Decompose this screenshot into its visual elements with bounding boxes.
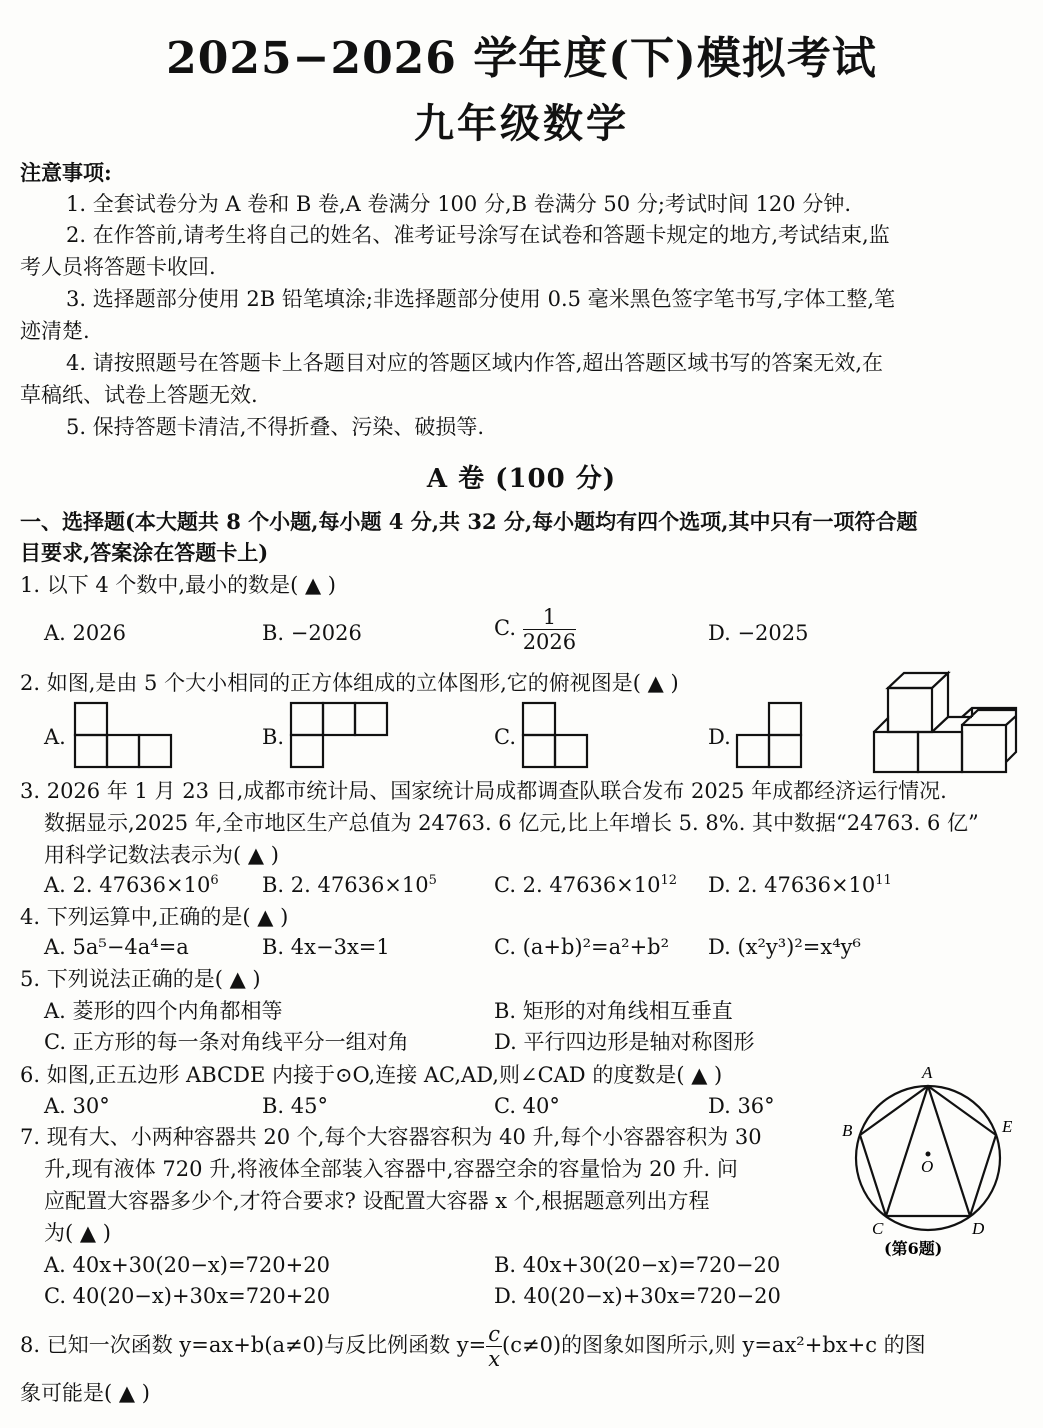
q4-option-b: B. 4x−3x=1 [262,935,390,959]
q2-option-c: C. [494,725,516,749]
q2-option-c-figure [522,702,592,768]
q7-line-1: 7. 现有大、小两种容器共 20 个,每个大容器容积为 40 升,每个小容器容积为 30 [20,1125,762,1149]
notice-item-2-cont: 考人员将答题卡收回. [20,255,216,279]
q6-label-c: C [872,1219,884,1238]
notice-item-3-cont: 迹清楚. [20,319,90,343]
q6-option-b: B. 45° [262,1094,329,1118]
q1-option-c-label: C. [494,616,516,640]
q7-option-a: A. 40x+30(20−x)=720+20 [44,1253,330,1277]
q6-label-o: O [921,1157,934,1176]
q6-label-d: D [972,1219,985,1238]
q1-option-b: B. −2026 [262,621,362,645]
notice-item-2: 2. 在作答前,请考生将自己的姓名、准考证号涂写在试卷和答题卡规定的地方,考试结束,监 [66,223,890,247]
q3-option-d-base: D. 2. 47636×10 [708,873,876,897]
q3-line-2: 数据显示,2025 年,全市地区生产总值为 24763. 6 亿元,比上年增长 5. 8%. 其中数据“24763. 6 亿” [44,811,979,835]
q3-option-c [494,870,677,900]
q6-pentagon-figure [836,1062,1026,1262]
q8-fraction [486,1322,502,1371]
q6-caption: (第6题) [884,1239,943,1258]
notice-item-5: 5. 保持答题卡清洁,不得折叠、污染、破损等. [66,415,485,439]
q8-fraction-numerator: c [488,1322,501,1346]
q6-label-a: A [922,1063,933,1082]
q1-option-c-fraction [523,605,576,654]
q3-option-b-base: B. 2. 47636×10 [262,873,429,897]
notice-item-4: 4. 请按照题号在答题卡上各题目对应的答题区域内作答,超出答题区域书写的答案无效,在 [66,351,884,375]
q6-option-c: C. 40° [494,1094,560,1118]
q3-line-1: 3. 2026 年 1 月 23 日,成都市统计局、国家统计局成都调查队联合发布 2025 年成都经济运行情况. [20,779,947,803]
q3-option-b-exponent: 5 [428,873,437,888]
q1-stem: 1. 以下 4 个数中,最小的数是( ▲ ) [20,573,336,597]
q4-stem: 4. 下列运算中,正确的是( ▲ ) [20,905,289,929]
notice-item-1: 1. 全套试卷分为 A 卷和 B 卷,A 卷满分 100 分,B 卷满分 50 分;考试时间 120 分钟. [66,192,851,216]
q1-option-c-numerator: 1 [523,605,576,630]
q6-label-e: E [1002,1117,1013,1136]
q2-option-b-figure [290,702,390,768]
q2-option-b: B. [262,725,285,749]
q5-option-a: A. 菱形的四个内角都相等 [44,999,283,1023]
q7-line-2: 升,现有液体 720 升,将液体全部装入容器中,容器空余的容量恰为 20 升. 问 [44,1157,738,1181]
notice-heading: 注意事项: [20,160,112,185]
q1-option-d: D. −2025 [708,621,809,645]
q5-option-b: B. 矩形的对角线相互垂直 [494,999,733,1023]
q7-option-d: D. 40(20−x)+30x=720−20 [494,1284,781,1308]
exam-title: 2025−2026 学年度(下)模拟考试 [166,33,877,84]
notice-item-3: 3. 选择题部分使用 2B 铅笔填涂;非选择题部分使用 0.5 毫米黑色签字笔书写,字体工整,笔 [66,287,896,311]
q3-option-c-base: C. 2. 47636×10 [494,873,661,897]
q3-option-c-exponent: 12 [660,873,678,888]
q2-option-a-figure [74,702,174,768]
q6-segment-ac [886,1086,928,1216]
q3-option-b [262,870,437,900]
q3-option-a [44,870,219,900]
section-title: A 卷 (100 分) [426,464,617,494]
q3-option-a-base: A. 2. 47636×10 [44,873,211,897]
q8-text-part-1: 8. 已知一次函数 y=ax+b(a≠0)与反比例函数 y= [20,1333,487,1357]
part-heading-cont: 目要求,答案涂在答题卡上) [20,540,269,565]
q3-option-d-exponent: 11 [875,873,892,888]
q7-line-3: 应配置大容器多少个,才符合要求? 设配置大容器 x 个,根据题意列出方程 [44,1189,710,1213]
q1-option-c-denominator: 2026 [522,630,577,654]
q3-option-a-exponent: 6 [210,873,219,888]
q6-center-point [926,1152,931,1157]
q8-text-part-2: (c≠0)的图象如图所示,则 y=ax²+bx+c 的图 [502,1333,926,1357]
q2-solid-figure [872,670,1022,774]
q6-option-d: D. 36° [708,1094,775,1118]
q6-stem: 6. 如图,正五边形 ABCDE 内接于⊙O,连接 AC,AD,则∠CAD 的度数是( ▲ ) [20,1063,723,1087]
notice-item-4-cont: 草稿纸、试卷上答题无效. [20,383,258,407]
q4-option-c: C. (a+b)²=a²+b² [494,935,670,959]
q5-option-c: C. 正方形的每一条对角线平分一组对角 [44,1030,409,1054]
q3-line-3: 用科学记数法表示为( ▲ ) [44,843,279,867]
part-heading: 一、选择题(本大题共 8 个小题,每小题 4 分,共 32 分,每小题均有四个选项,其中只有一项符合题 [20,509,918,534]
exam-subtitle: 九年级数学 [414,100,629,147]
q8-fraction-denominator: x [488,1347,501,1371]
q5-option-d: D. 平行四边形是轴对称图形 [494,1030,755,1054]
q4-option-a: A. 5a⁵−4a⁴=a [44,935,189,959]
q7-line-4: 为( ▲ ) [44,1221,111,1245]
q8-line-1 [20,1322,926,1371]
q6-label-b: B [842,1121,853,1140]
q2-option-d-figure [736,702,806,768]
q7-option-b: B. 40x+30(20−x)=720−20 [494,1253,781,1277]
q2-stem: 2. 如图,是由 5 个大小相同的正方体组成的立体图形,它的俯视图是( ▲ ) [20,671,679,695]
q3-option-d [708,870,892,900]
q5-stem: 5. 下列说法正确的是( ▲ ) [20,967,261,991]
q4-option-d: D. (x²y³)²=x⁴y⁶ [708,935,861,959]
q7-option-c: C. 40(20−x)+30x=720+20 [44,1284,331,1308]
q2-option-d: D. [708,725,731,749]
q1-option-c [494,605,576,654]
q2-option-a: A. [44,725,66,749]
q6-pentagon [860,1086,996,1216]
q6-option-a: A. 30° [44,1094,110,1118]
q8-line-2: 象可能是( ▲ ) [20,1381,150,1405]
q6-segment-ad [928,1086,970,1216]
q1-option-a: A. 2026 [44,621,126,645]
